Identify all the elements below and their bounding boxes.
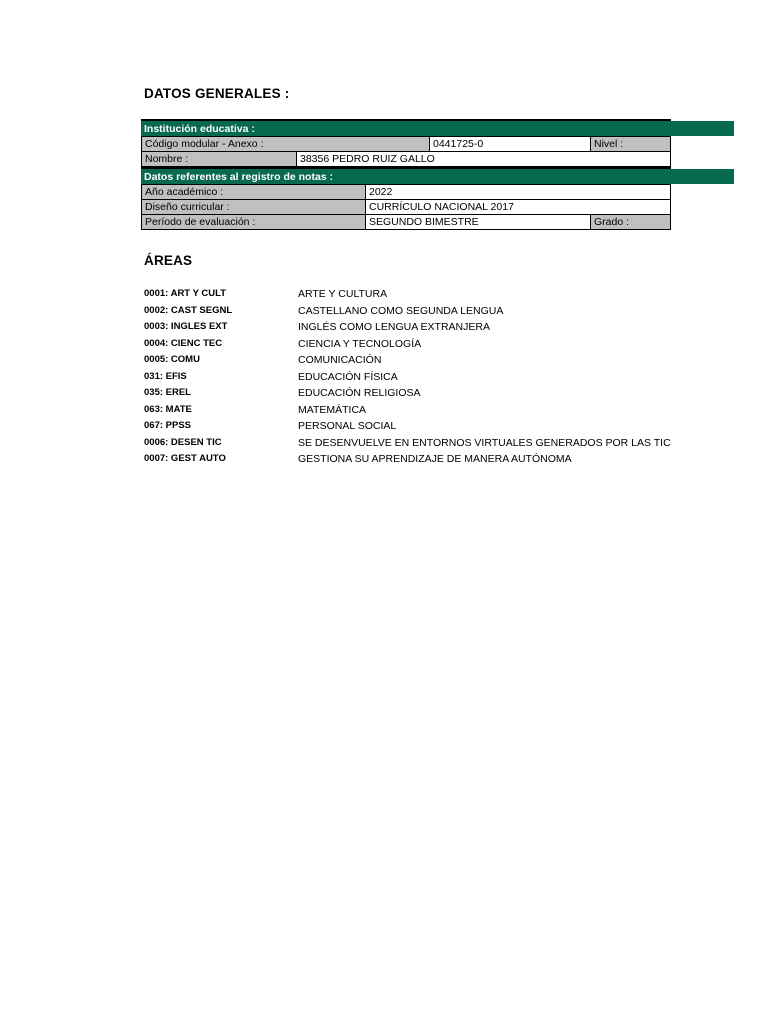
- area-code: 0006: DESEN TIC: [144, 436, 222, 448]
- area-code: 063: MATE: [144, 403, 192, 415]
- diseno-value: CURRÍCULO NACIONAL 2017: [365, 199, 671, 215]
- area-name: PERSONAL SOCIAL: [298, 420, 397, 432]
- periodo-value: SEGUNDO BIMESTRE: [365, 214, 591, 230]
- nombre-value: 38356 PEDRO RUIZ GALLO: [296, 151, 671, 167]
- area-name: MATEMÁTICA: [298, 403, 367, 416]
- general-data-sheet: [141, 119, 671, 230]
- area-code: 031: EFIS: [144, 370, 187, 382]
- list-item: [144, 286, 704, 303]
- areas-heading: ÁREAS: [144, 253, 193, 268]
- codigo-label: Código modular - Anexo :: [141, 136, 430, 152]
- institution-section-bar-extension: [669, 121, 734, 136]
- diseno-row: [141, 199, 671, 215]
- codigo-row: [141, 136, 671, 152]
- area-code: 0007: GEST AUTO: [144, 453, 226, 464]
- anio-value: 2022: [365, 184, 671, 200]
- area-code: 0001: ART Y CULT: [144, 288, 227, 299]
- list-item: [144, 451, 704, 468]
- grado-label: Grado :: [590, 214, 671, 230]
- list-item: [144, 319, 704, 336]
- area-name: EDUCACIÓN FÍSICA: [298, 370, 398, 383]
- nombre-row: [141, 151, 671, 167]
- area-code: 035: EREL: [144, 387, 191, 398]
- area-name: SE DESENVUELVE EN ENTORNOS VIRTUALES GENERADOS POR LAS TIC: [298, 436, 671, 449]
- nivel-label: Nivel :: [590, 136, 671, 152]
- institution-section-label: Institución educativa :: [144, 123, 255, 135]
- area-name: ARTE Y CULTURA: [298, 288, 388, 300]
- codigo-value: 0441725-0: [429, 136, 591, 152]
- general-data-heading: DATOS GENERALES :: [144, 86, 290, 101]
- diseno-label: Diseño curricular :: [141, 199, 366, 215]
- area-name: GESTIONA SU APRENDIZAJE DE MANERA AUTÓNOMA: [298, 453, 572, 465]
- periodo-label: Período de evaluación :: [141, 214, 366, 230]
- list-item: [144, 418, 704, 435]
- list-item: [144, 385, 704, 402]
- nombre-label: Nombre :: [141, 151, 297, 167]
- area-name: CIENCIA Y TECNOLOGÍA: [298, 337, 422, 350]
- area-code: 0004: CIENC TEC: [144, 337, 223, 349]
- area-code: 0003: INGLES EXT: [144, 321, 228, 332]
- list-item: [144, 435, 704, 452]
- area-name: COMUNICACIÓN: [298, 354, 382, 366]
- list-item: [144, 352, 704, 369]
- institution-section-bar: [141, 119, 671, 136]
- registro-section-label: Datos referentes al registro de notas :: [144, 171, 334, 183]
- list-item: [144, 303, 704, 320]
- anio-row: [141, 184, 671, 200]
- list-item: [144, 369, 704, 386]
- registro-section-bar-extension: [669, 169, 734, 184]
- list-item: [144, 402, 704, 419]
- area-code: 067: PPSS: [144, 420, 191, 431]
- area-code: 0002: CAST SEGNL: [144, 304, 233, 316]
- area-name: INGLÉS COMO LENGUA EXTRANJERA: [298, 321, 490, 333]
- area-name: CASTELLANO COMO SEGUNDA LENGUA: [298, 304, 504, 317]
- periodo-row: [141, 214, 671, 230]
- anio-label: Año académico :: [141, 184, 366, 200]
- areas-list: [144, 286, 704, 468]
- list-item: [144, 336, 704, 353]
- area-code: 0005: COMU: [144, 354, 200, 365]
- registro-section-bar: [141, 167, 671, 184]
- area-name: EDUCACIÓN RELIGIOSA: [298, 387, 421, 399]
